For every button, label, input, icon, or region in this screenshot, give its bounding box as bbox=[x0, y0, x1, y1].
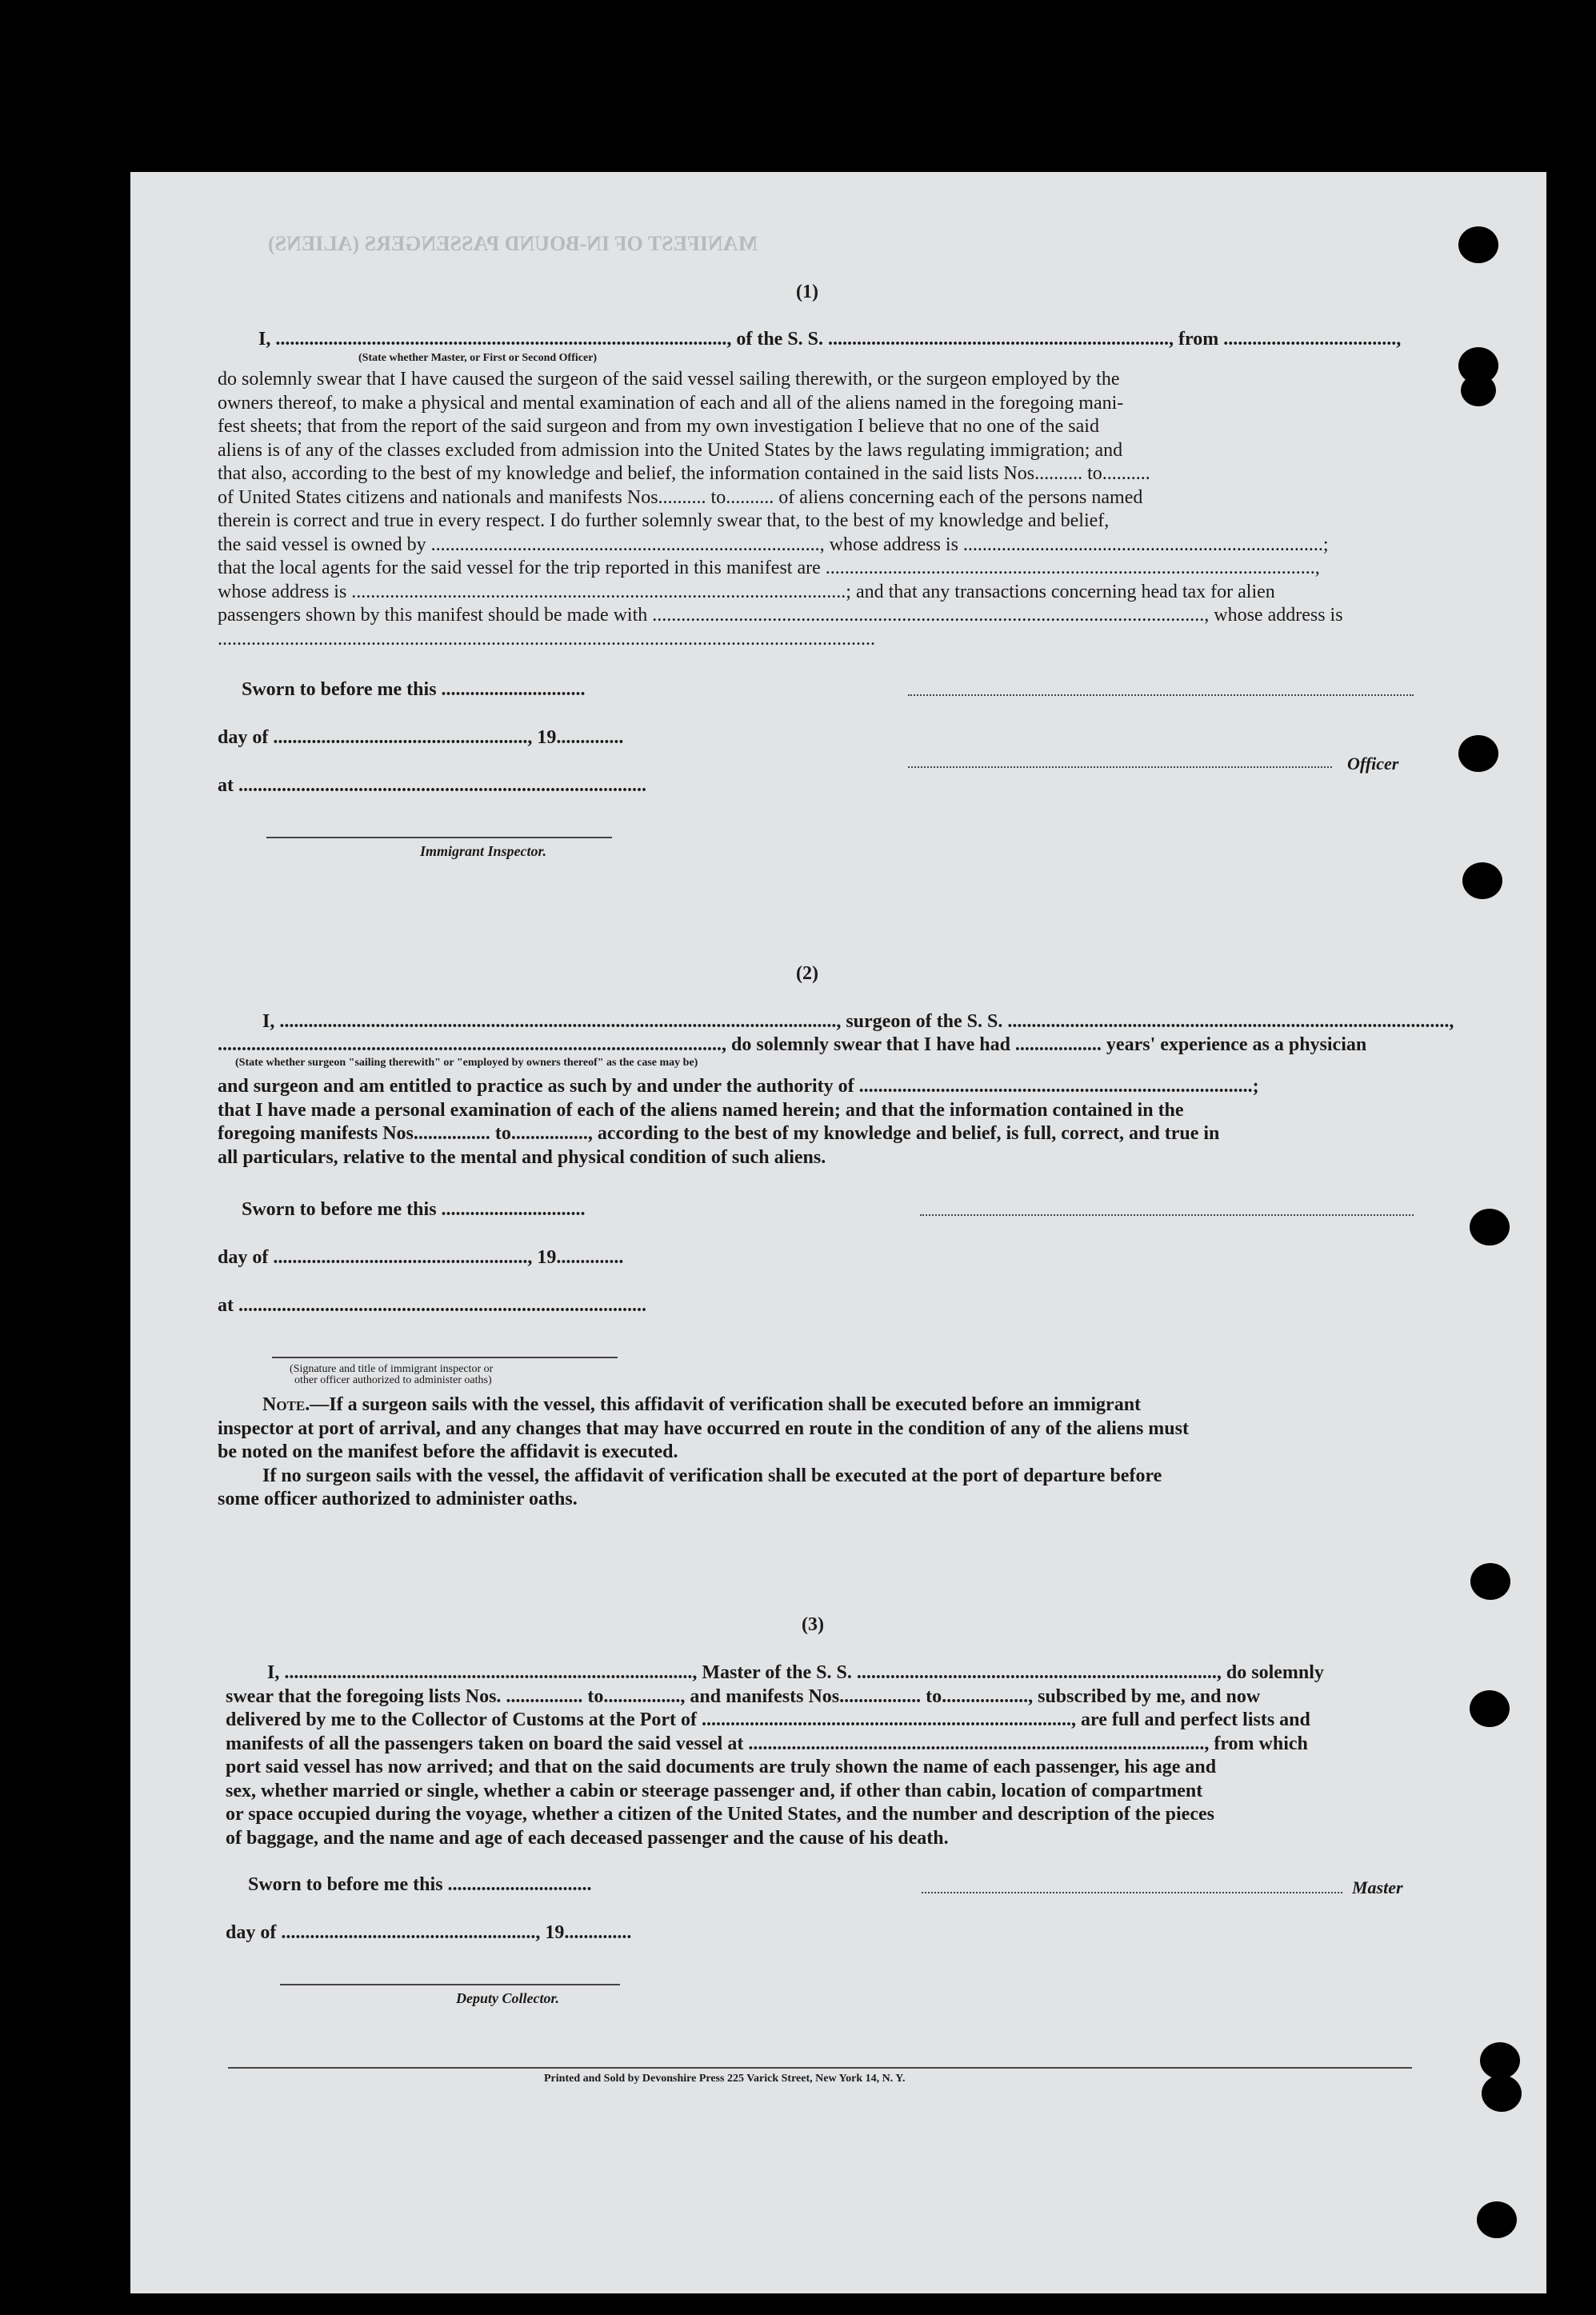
punch-hole bbox=[1462, 862, 1502, 899]
body-line: all particulars, relative to the mental and physical condition of such aliens. bbox=[218, 1146, 826, 1168]
body-line: I, ....................................................................................., Master of the S. S. ..........................................................................., do solemnly bbox=[267, 1662, 1324, 1683]
body-line: sex, whether married or single, whether a cabin or steerage passenger and, if other than cabin, location of compartment bbox=[226, 1780, 1203, 1801]
body-line: that the local agents for the said vessel for the trip reported in this manifest are ......................................................................................................, bbox=[218, 558, 1320, 578]
signature-rule bbox=[908, 766, 1332, 768]
footer-rule bbox=[228, 2067, 1412, 2069]
signature-rule bbox=[908, 694, 1414, 696]
blank: .............................................................................................. bbox=[275, 329, 727, 350]
section-2-body bbox=[218, 1075, 1418, 1169]
note-line: be noted on the manifest before the affidavit is executed. bbox=[218, 1441, 678, 1462]
body-line: the said vessel is owned by ................................................................................., whose address is ...........................................................................; bbox=[218, 534, 1329, 555]
blank: ...................................., bbox=[1223, 329, 1402, 350]
punch-hole bbox=[1470, 1209, 1510, 1245]
surgeon-note: (State whether surgeon "sailing therewith" or "employed by owners thereof" as the case may be) bbox=[235, 1057, 698, 1069]
body-line: therein is correct and true in every respect. I do further solemnly swear that, to the best of my knowledge and belief, bbox=[218, 510, 1110, 531]
punch-hole bbox=[1482, 2075, 1522, 2112]
punch-hole bbox=[1480, 2042, 1520, 2079]
body-line: manifests of all the passengers taken on board the said vessel at ..............................................................................................., from which bbox=[226, 1733, 1308, 1754]
body-line: of baggage, and the name and age of each deceased passenger and the cause of his death. bbox=[226, 1827, 949, 1849]
sworn-line: Sworn to before me this .............................. bbox=[242, 1199, 586, 1220]
body-line: passengers shown by this manifest should be made with ..................................................................................................................., whose address is bbox=[218, 605, 1343, 626]
at-line: at ..................................................................................... bbox=[218, 775, 646, 796]
punch-hole bbox=[1470, 1690, 1510, 1727]
body-line: or space occupied during the voyage, whether a citizen of the United States, and the number and description of the pieces bbox=[226, 1804, 1214, 1825]
note-block bbox=[218, 1393, 1419, 1512]
bleed-through-text: MANIFEST OF IN-BOUND PASSENGERS (ALIENS) bbox=[268, 232, 758, 255]
note-line bbox=[218, 1393, 1419, 1417]
signature-note: (Signature and title of immigrant inspector or bbox=[290, 1363, 494, 1375]
inspector-signature-label: Immigrant Inspector. bbox=[420, 843, 547, 859]
officer-signature-label: Officer bbox=[1347, 754, 1399, 774]
body-line: fest sheets; that from the report of the said surgeon and from my own investigation I believe that no one of the said bbox=[218, 416, 1099, 437]
at-line: at ..................................................................................... bbox=[218, 1295, 646, 1316]
note-line: some officer authorized to administer oaths. bbox=[218, 1489, 578, 1509]
punch-hole bbox=[1470, 1563, 1510, 1600]
text: I, bbox=[258, 329, 276, 350]
day-line: day of ....................................................., 19.............. bbox=[226, 1922, 632, 1943]
officer-note: (State whether Master, or First or Second Officer) bbox=[358, 352, 598, 364]
sworn-line: Sworn to before me this .............................. bbox=[242, 679, 586, 700]
note-line: If no surgeon sails with the vessel, the affidavit of verification shall be executed at the port of departure before bbox=[262, 1465, 1162, 1486]
punch-hole bbox=[1458, 226, 1498, 263]
body-line: that I have made a personal examination of each of the aliens named herein; and that the information contained in the bbox=[218, 1099, 1184, 1121]
collector-signature-label: Deputy Collector. bbox=[456, 1990, 559, 2006]
signature-rule bbox=[280, 1984, 620, 1985]
body-line: port said vessel has now arrived; and that on the said documents are truly shown the name of each passenger, his age and bbox=[226, 1757, 1217, 1777]
day-line: day of ....................................................., 19.............. bbox=[218, 1247, 624, 1268]
section-1-body bbox=[218, 368, 1418, 651]
body-line: aliens is of any of the classes excluded from admission into the United States by the laws regulating immigration; and bbox=[218, 439, 1123, 461]
note-line: inspector at port of arrival, and any changes that may have occurred en route in the condition of any of the aliens must bbox=[218, 1417, 1189, 1439]
day-line: day of ....................................................., 19.............. bbox=[218, 727, 624, 748]
body-line: and surgeon and am entitled to practice as such by and under the authority of ..................................................................................; bbox=[218, 1076, 1259, 1097]
note-label: Note. bbox=[262, 1394, 310, 1415]
sworn-line: Sworn to before me this .............................. bbox=[248, 1874, 592, 1895]
master-signature-label: Master bbox=[1352, 1877, 1403, 1897]
body-line: do solemnly swear that I have caused the surgeon of the said vessel sailing therewith, or the surgeon employed by the bbox=[218, 369, 1120, 390]
body-line: swear that the foregoing lists Nos. ................ to................, and manifests Nos................. to.................., subscribed by me, and now bbox=[226, 1685, 1261, 1707]
signature-note: other officer authorized to administer oaths) bbox=[294, 1374, 492, 1386]
text: , from bbox=[1169, 329, 1224, 350]
body-line: whose address is .......................................................................................................; and that any transactions concerning head tax for alien bbox=[218, 581, 1275, 602]
printer-imprint: Printed and Sold by Devonshire Press 225 Varick Street, New York 14, N. Y. bbox=[544, 2073, 906, 2085]
punch-hole bbox=[1458, 735, 1498, 772]
signature-rule bbox=[272, 1357, 618, 1358]
body-line: of United States citizens and nationals and manifests Nos.......... to.......... of aliens concerning each of the persons named bbox=[218, 486, 1143, 508]
signature-rule bbox=[922, 1892, 1342, 1893]
blank: ....................................................................... bbox=[828, 329, 1170, 350]
section-3-body bbox=[226, 1661, 1419, 1850]
body-line: ......................................................................................................................................... bbox=[218, 628, 875, 650]
text: , of the S. S. bbox=[726, 329, 829, 350]
section-3-number: (3) bbox=[802, 1614, 824, 1635]
section-1-first-line bbox=[258, 328, 1401, 350]
note-text: —If a surgeon sails with the vessel, this affidavit of verification shall be executed before an immigrant bbox=[310, 1394, 1142, 1415]
body-line: delivered by me to the Collector of Customs at the Port of ............................................................................., are full and perfect lists and bbox=[226, 1709, 1310, 1730]
body-line: owners thereof, to make a physical and mental examination of each and all of the aliens named in the foregoing mani- bbox=[218, 392, 1124, 414]
body-line: that also, according to the best of my knowledge and belief, the information contained in the said lists Nos.......... to.......... bbox=[218, 463, 1150, 484]
section-1-number: (1) bbox=[796, 282, 818, 302]
body-line: foregoing manifests Nos................ to................, according to the best of my knowledge and belief, is full, correct, and true in bbox=[218, 1123, 1220, 1144]
signature-rule bbox=[920, 1214, 1414, 1216]
section-2-number: (2) bbox=[796, 963, 818, 984]
punch-hole bbox=[1477, 2201, 1517, 2238]
signature-rule bbox=[266, 837, 612, 838]
punch-hole bbox=[1461, 374, 1496, 406]
section-2-line: I, ...................................................................................................................., surgeon of the S. S. ............................................................................................, bbox=[262, 1011, 1454, 1032]
section-2-line: ........................................................................................................., do solemnly swear that I have had .................. years' experience as a physician bbox=[218, 1034, 1367, 1055]
